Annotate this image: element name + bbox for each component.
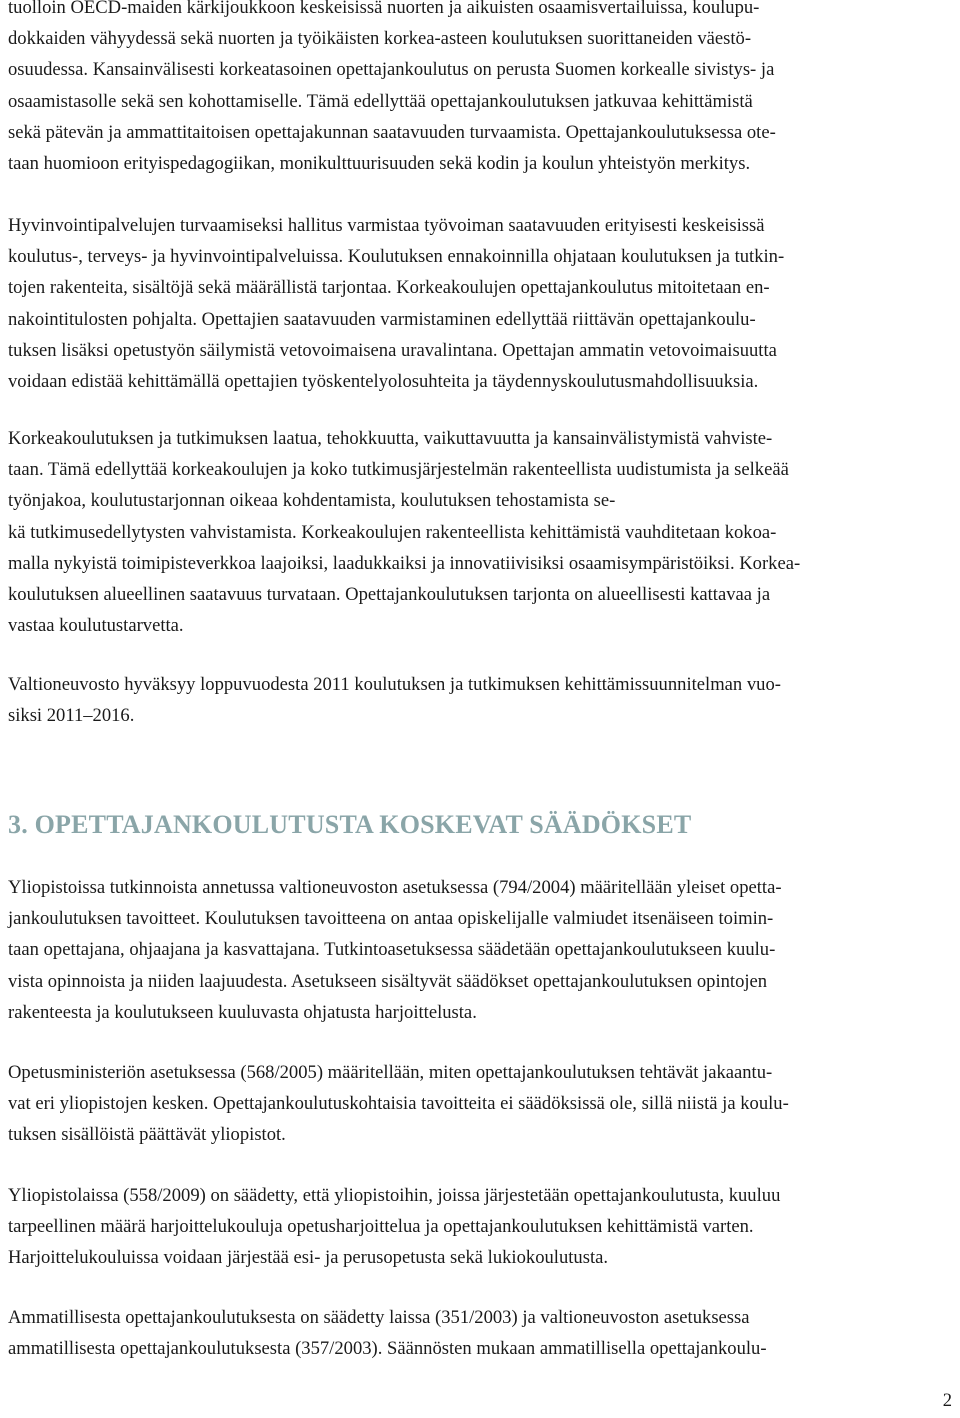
page-number: 2 <box>942 1390 952 1411</box>
text-line: rakenteesta ja koulutukseen kuuluvasta ohjatusta harjoittelusta. <box>8 1001 477 1023</box>
text-line: koulutus-, terveys- ja hyvinvointipalveluissa. Koulutuksen ennakoinnilla ohjataan koulutuksen ja tutkin- <box>8 246 785 268</box>
text-line: kä tutkimusedellytysten vahvistamista. Korkeakoulujen rakenteellista kehittämistä vauhditetaan kokoa- <box>8 521 777 543</box>
text-line: voidaan edistää kehittämällä opettajien työskentelyolosuhteita ja täydennyskoulutusmahdollisuuksia. <box>8 371 759 393</box>
text-line: osaamistasolle sekä sen kohottamiselle. Tämä edellyttää opettajankoulutuksen jatkuvaa kehittämistä <box>8 90 753 112</box>
text-line: tuolloin OECD-maiden kärkijoukkoon keskeisissä nuorten ja aikuisten osaamisvertailuissa, koulupu- <box>8 0 760 18</box>
paragraph <box>8 669 781 731</box>
text-line: jankoulutuksen tavoitteet. Koulutuksen tavoitteena on antaa opiskelijalle valmiudet itsenäiseen toimin- <box>8 908 774 930</box>
paragraph <box>8 1057 789 1151</box>
text-line: Yliopistolaissa (558/2009) on säädetty, että yliopistoihin, joissa järjestetään opettajankoulutusta, kuuluu <box>8 1185 781 1206</box>
paragraph <box>8 423 800 641</box>
paragraph <box>8 1302 767 1364</box>
paragraph <box>8 0 776 179</box>
text-line: Valtioneuvosto hyväksyy loppuvuodesta 2011 koulutuksen ja tutkimuksen kehittämissuunnitelman vuo- <box>8 674 781 695</box>
paragraph <box>8 872 782 1028</box>
text-line: koulutuksen alueellinen saatavuus turvataan. Opettajankoulutuksen tarjonta on alueellisesti kattavaa ja <box>8 584 771 606</box>
text-line: siksi 2011–2016. <box>8 705 135 727</box>
paragraph <box>8 210 784 397</box>
text-line: taan huomioon erityispedagogiikan, monikulttuurisuuden sekä kodin ja koulun yhteistyön merkitys. <box>8 153 751 175</box>
text-line: malla nykyistä toimipisteverkkoa laajoiksi, laadukkaiksi ja innovatiivisiksi osaamisympäristöiksi. Korkea- <box>8 552 801 574</box>
text-line: Yliopistoissa tutkinnoista annetussa valtioneuvoston asetuksessa (794/2004) määritellään yleiset opetta- <box>8 877 782 898</box>
text-line: dokkaiden vähyydessä sekä nuorten ja työikäisten korkea-asteen koulutuksen suorittaneiden väestö- <box>8 28 752 50</box>
text-line: Ammatillisesta opettajankoulutuksesta on säädetty laissa (351/2003) ja valtioneuvoston asetuksessa <box>8 1307 750 1328</box>
text-line: työnjakoa, koulutustarjonnan oikeaa kohdentamista, koulutuksen tehostamista se- <box>8 490 616 512</box>
text-line: tarpeellinen määrä harjoittelukouluja opetusharjoittelua ja opettajankoulutuksen kehittämistä varten. <box>8 1216 754 1238</box>
text-line: vista opinnoista ja niiden laajuudesta. Asetukseen sisältyvät säädökset opettajankoulutuksen opintojen <box>8 970 768 992</box>
section-heading: 3. OPETTAJANKOULUTUSTA KOSKEVAT SÄÄDÖKSET <box>8 810 692 839</box>
text-line: ammatillisesta opettajankoulutuksesta (357/2003). Säännösten mukaan ammatillisella opettajankoulu- <box>8 1338 767 1360</box>
text-line: Opetusministeriön asetuksessa (568/2005) määritellään, miten opettajankoulutuksen tehtävät jakaantu- <box>8 1062 773 1083</box>
text-line: taan. Tämä edellyttää korkeakoulujen ja koko tutkimusjärjestelmän rakenteellista uudistumista ja selkeää <box>8 459 789 481</box>
text-line: nakointitulosten pohjalta. Opettajien saatavuuden varmistaminen edellyttää riittävän opettajankoulu- <box>8 308 756 330</box>
text-line: vastaa koulutustarvetta. <box>8 615 184 637</box>
text-line: taan opettajana, ohjaajana ja kasvattajana. Tutkintoasetuksessa säädetään opettajankoulutukseen kuulu- <box>8 939 776 961</box>
text-line: tojen rakenteita, sisältöjä sekä määrällistä tarjontaa. Korkeakoulujen opettajankoulutus mitoitetaan en- <box>8 277 770 299</box>
text-line: tuksen lisäksi opetustyön säilymistä vetovoimaisena uravalintana. Opettajan ammatin vetovoimaisuutta <box>8 339 777 361</box>
text-line: Korkeakoulutuksen ja tutkimuksen laatua, tehokkuutta, vaikuttavuutta ja kansainvälistymistä vahviste- <box>8 428 773 449</box>
text-line: osuudessa. Kansainvälisesti korkeatasoinen opettajankoulutus on perusta Suomen korkealle sivistys- ja <box>8 59 775 81</box>
text-line: Hyvinvointipalvelujen turvaamiseksi hallitus varmistaa työvoiman saatavuuden erityisesti keskeisissä <box>8 215 765 236</box>
text-line: sekä pätevän ja ammattitaitoisen opettajakunnan saatavuuden turvaamista. Opettajankoulutuksessa ote- <box>8 121 776 143</box>
text-line: vat eri yliopistojen kesken. Opettajankoulutuskohtaisia tavoitteita ei säädöksissä ole, sillä niistä ja koulu- <box>8 1093 789 1115</box>
text-line: tuksen sisällöistä päättävät yliopistot. <box>8 1124 286 1146</box>
paragraph <box>8 1180 780 1274</box>
text-line: Harjoittelukouluissa voidaan järjestää esi- ja perusopetusta sekä lukiokoulutusta. <box>8 1247 609 1269</box>
